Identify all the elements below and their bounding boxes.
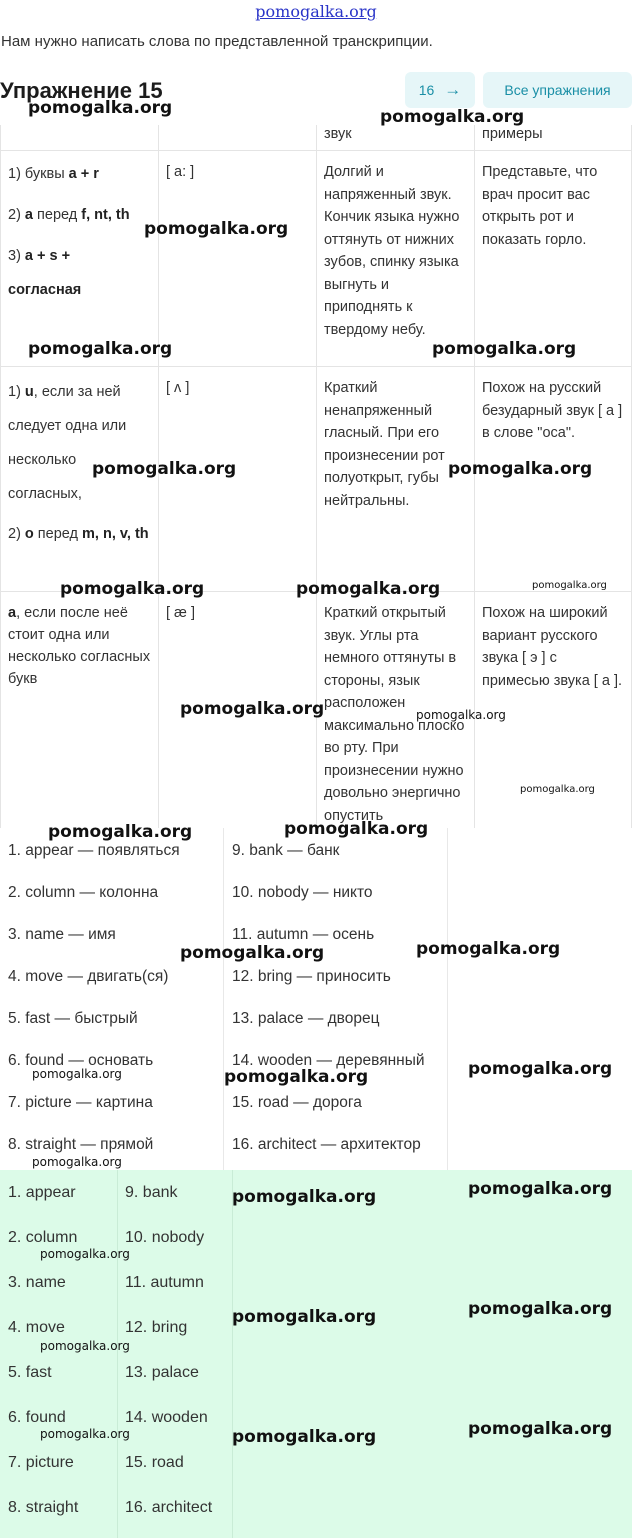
intro-text: Нам нужно написать слова по представленной транскрипции.	[1, 33, 433, 50]
list-item: 7. picture — картина	[8, 1094, 153, 1111]
next-exercise-label: 16	[418, 82, 435, 98]
watermark: pomogalka.org	[60, 579, 205, 599]
watermark: pomogalka.org	[284, 819, 429, 839]
description-cell: Краткий ненапряженный гласный. При его произнесении рот полуоткрыт, губы нейтральны.	[316, 367, 474, 591]
watermark: pomogalka.org	[380, 107, 525, 127]
watermark: pomogalka.org	[40, 1427, 130, 1441]
rule-line: 1) буквы a + r	[8, 166, 99, 182]
sound-cell: [ æ ]	[158, 592, 316, 828]
watermark: pomogalka.org	[468, 1299, 613, 1319]
list-item: 2. column	[8, 1229, 78, 1246]
sound-cell: [ ʌ ]	[158, 367, 316, 591]
list-item: 11. autumn	[125, 1274, 204, 1291]
exercise-title: Упражнение 15	[0, 78, 163, 103]
list-item: 8. straight	[8, 1499, 79, 1516]
watermark: pomogalka.org	[144, 219, 289, 239]
list-item: 12. bring — приносить	[232, 968, 391, 985]
list-item: 4. move	[8, 1319, 65, 1336]
site-link[interactable]: pomogalka.org	[255, 2, 377, 21]
table-header-cell	[0, 125, 158, 150]
watermark: pomogalka.org	[296, 579, 441, 599]
rule-line: 1) u, если за ней следует одна или несколько согласных,	[8, 384, 127, 502]
table-header-cell: звук	[316, 125, 474, 150]
watermark: pomogalka.org	[232, 1307, 377, 1327]
list-item: 4. move — двигать(ся)	[8, 968, 169, 985]
table-header-cell	[158, 125, 316, 150]
list-item: 5. fast	[8, 1364, 52, 1381]
all-exercises-button[interactable]	[483, 72, 632, 108]
list-item: 10. nobody	[125, 1229, 205, 1246]
watermark: pomogalka.org	[468, 1179, 613, 1199]
list-item: 12. bring	[125, 1319, 188, 1336]
list-item: 13. palace — дворец	[232, 1010, 380, 1027]
rule-cell	[0, 367, 158, 591]
watermark: pomogalka.org	[232, 1427, 377, 1447]
watermark: pomogalka.org	[232, 1187, 377, 1207]
list-item: 16. architect — архитектор	[232, 1136, 421, 1153]
example-cell: Похож на широкий вариант русского звука [ э ] с примесью звука [ а ].	[474, 592, 632, 828]
vocabulary-column-left	[8, 842, 180, 1178]
list-item: 14. wooden	[125, 1409, 208, 1426]
vocabulary-list	[0, 828, 448, 1170]
list-item: 5. fast — быстрый	[8, 1010, 138, 1027]
list-item: 16. architect	[125, 1499, 213, 1516]
answer-block	[0, 1170, 632, 1538]
arrow-right-icon: →	[444, 80, 462, 99]
list-item: 3. name	[8, 1274, 66, 1291]
list-item: 15. road — дорога	[232, 1094, 362, 1111]
watermark: pomogalka.org	[180, 943, 325, 963]
description-cell: Краткий открытый звук. Углы рта немного оттянуты в стороны, язык расположен максимально плоско во рту. При произнесении нужно довольно энергично опустить	[316, 592, 474, 828]
rule-line: 2) o перед m, n, v, th	[8, 526, 149, 542]
list-item: 3. name — имя	[8, 926, 116, 943]
watermark: pomogalka.org	[532, 580, 607, 591]
sound-cell: [ a: ]	[158, 151, 316, 366]
watermark: pomogalka.org	[40, 1247, 130, 1261]
list-item: 8. straight — прямой	[8, 1136, 154, 1153]
watermark: pomogalka.org	[28, 98, 173, 118]
list-item: 7. picture	[8, 1454, 74, 1471]
watermark: pomogalka.org	[92, 459, 237, 479]
rule-line: 3) a + s +	[8, 248, 71, 264]
list-item: 1. appear	[8, 1184, 76, 1201]
watermark: pomogalka.org	[468, 1419, 613, 1439]
rule-line: 2) a перед f, nt, th	[8, 207, 130, 223]
list-item: 9. bank — банк	[232, 842, 340, 859]
table-header-cell: примеры	[474, 125, 632, 150]
watermark: pomogalka.org	[32, 1067, 122, 1081]
list-item: 9. bank	[125, 1184, 178, 1201]
list-item: 6. found — основать	[8, 1052, 154, 1069]
list-item: 15. road	[125, 1454, 184, 1471]
column-divider	[232, 1170, 233, 1538]
description-cell: Долгий и напряженный звук. Кончик языка нужно оттянуть от нижних зубов, спинку языка выгнуть и приподнять к твердому небу.	[316, 151, 474, 366]
all-exercises-label: Все упражнения	[504, 82, 611, 98]
example-cell: Похож на русский безударный звук [ а ] в слове "оса".	[474, 367, 632, 591]
list-item: 10. nobody — никто	[232, 884, 373, 901]
answer-column-left	[8, 1184, 78, 1538]
list-item: 14. wooden — деревянный	[232, 1052, 425, 1069]
watermark: pomogalka.org	[224, 1067, 369, 1087]
list-item: 2. column — колонна	[8, 884, 159, 901]
table-row	[0, 151, 632, 367]
list-item: 13. palace	[125, 1364, 199, 1381]
vocabulary-column-right	[232, 842, 425, 1178]
column-divider	[117, 1170, 118, 1538]
watermark: pomogalka.org	[40, 1339, 130, 1353]
watermark: pomogalka.org	[32, 1155, 122, 1169]
list-item: 11. autumn — осень	[232, 926, 375, 943]
rule-cell	[0, 592, 158, 828]
list-item: 1. appear — появляться	[8, 842, 180, 859]
column-divider	[223, 828, 224, 1170]
watermark: pomogalka.org	[28, 339, 173, 359]
watermark: pomogalka.org	[468, 1059, 613, 1079]
table-header-row	[0, 125, 632, 151]
watermark: pomogalka.org	[416, 708, 506, 722]
watermark: pomogalka.org	[520, 784, 595, 795]
list-item: 6. found	[8, 1409, 66, 1426]
answer-column-right	[125, 1184, 212, 1538]
watermark: pomogalka.org	[180, 699, 325, 719]
example-cell: Представьте, что врач просит вас открыть рот и показать горло.	[474, 151, 632, 366]
rule-line: a, если после неё стоит одна или несколько согласных букв	[8, 605, 151, 687]
watermark: pomogalka.org	[448, 459, 593, 479]
rule-line: согласная	[8, 282, 82, 298]
watermark: pomogalka.org	[48, 822, 193, 842]
watermark: pomogalka.org	[432, 339, 577, 359]
next-exercise-button[interactable]	[405, 72, 475, 108]
watermark: pomogalka.org	[416, 939, 561, 959]
rule-cell	[0, 151, 158, 366]
table-row	[0, 367, 632, 592]
